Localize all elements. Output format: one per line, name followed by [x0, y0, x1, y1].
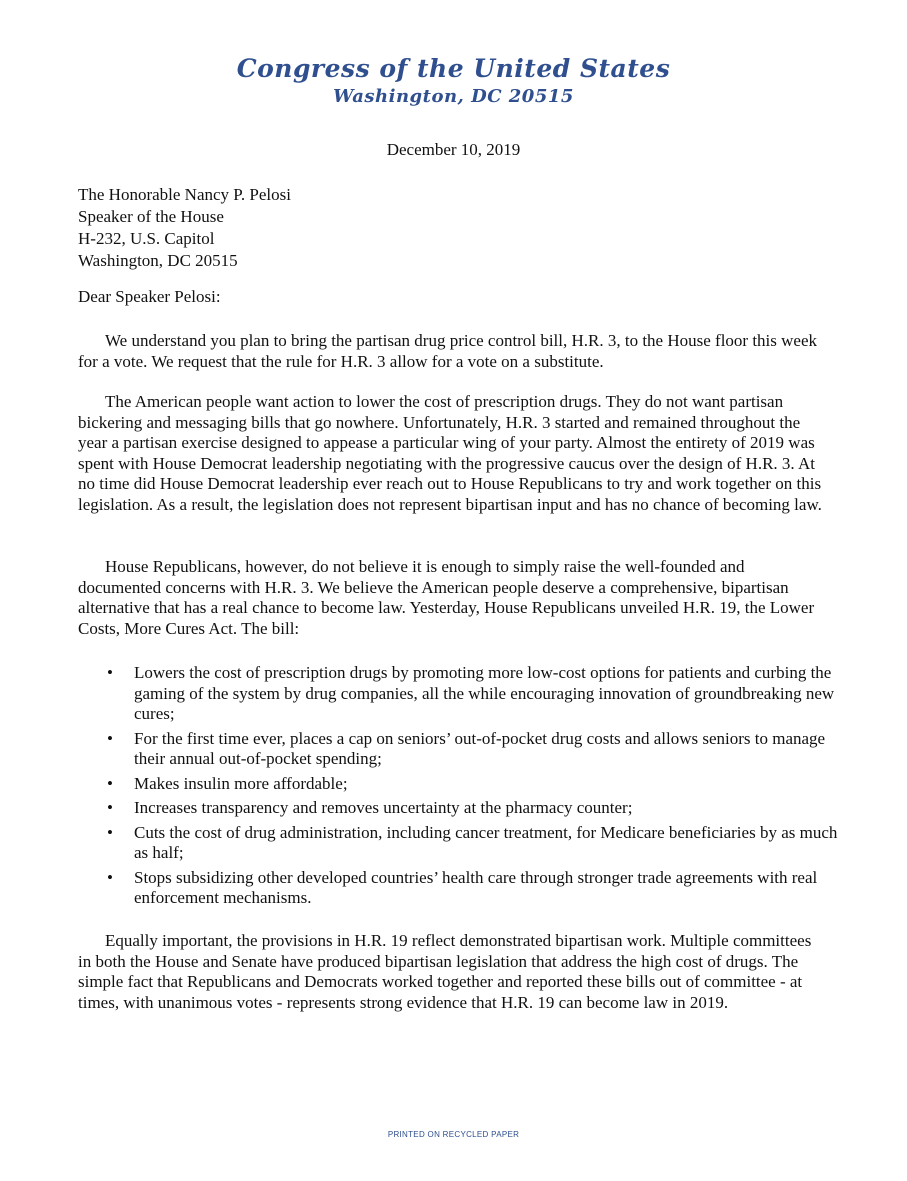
list-item [78, 798, 838, 819]
bullet-icon: • [107, 728, 113, 748]
list-item-text: Stops subsidizing other developed countries’ health care through stronger trade agreements with real enforcement mechanisms. [134, 867, 818, 907]
body-paragraph: The American people want action to lower the cost of prescription drugs. They do not want partisan bickering and messaging bills that go nowhere. Unfortunately, H.R. 3 started and remained throughout the year a partisan exercise designed to appease a particular wing of your party. Almost the entirety of 2019 was spent with House Democrat leadership negotiating with the progressive caucus over the design of H.R. 3. At no time did House Democrat leadership ever reach out to House Republicans to try and work together on this legislation. As a result, the legislation does not represent bipartisan input and has no chance of becoming law. [78, 392, 822, 514]
list-item [78, 729, 838, 770]
body-paragraph: We understand you plan to bring the partisan drug price control bill, H.R. 3, to the House floor this week for a vote. We request that the rule for H.R. 3 allow for a vote on a substitute. [78, 331, 818, 371]
list-item-text: Increases transparency and removes uncertainty at the pharmacy counter; [134, 798, 633, 817]
list-item [78, 774, 838, 795]
list-item [78, 663, 838, 725]
letterhead-subtitle: Washington, DC 20515 [333, 86, 574, 107]
bullet-icon: • [107, 773, 113, 793]
letter-date: December 10, 2019 [386, 140, 521, 159]
address-line: Speaker of the House [78, 207, 224, 226]
bullet-icon: • [107, 663, 113, 682]
list-item-text: For the first time ever, places a cap on seniors’ out-of-pocket drug costs and allows seniors to manage their annual out-of-pocket spending; [134, 728, 826, 768]
bullet-icon: • [107, 867, 113, 887]
list-item [78, 823, 838, 864]
recycled-paper-footer: PRINTED ON RECYCLED PAPER [387, 1130, 520, 1139]
address-line: H-232, U.S. Capitol [78, 229, 215, 248]
list-item-text: Lowers the cost of prescription drugs by promoting more low-cost options for patients and curbing the gaming of the system by drug companies, all the while encouraging innovation of groundbreaking new cures; [134, 663, 835, 723]
list-item-text: Makes insulin more affordable; [134, 773, 348, 793]
recipient-address [78, 184, 291, 272]
bullet-icon: • [107, 822, 113, 842]
address-line: The Honorable Nancy P. Pelosi [78, 185, 291, 204]
list-item [78, 868, 838, 909]
body-paragraph: House Republicans, however, do not believe it is enough to simply raise the well-founded and documented concerns with H.R. 3. We believe the American people deserve a comprehensive, bipartisan alternative that has a real chance to become law. Yesterday, House Republicans unveiled H.R. 19, the Lower Costs, More Cures Act. The bill: [78, 557, 815, 638]
letterhead-title: Congress of the United States [236, 54, 671, 83]
list-item-text: Cuts the cost of drug administration, including cancer treatment, for Medicare beneficiaries by as much as half; [134, 822, 838, 862]
salutation: Dear Speaker Pelosi: [78, 287, 221, 306]
body-paragraph: Equally important, the provisions in H.R. 19 reflect demonstrated bipartisan work. Multiple committees in both the House and Senate have produced bipartisan legislation that address the high cost of drugs. The simple fact that Republicans and Democrats worked together and reported these bills out of committee - at times, with unanimous votes - represents strong evidence that H.R. 19 can become law in 2019. [78, 931, 812, 1012]
bullet-icon: • [107, 798, 113, 817]
bill-provisions-list [78, 663, 838, 913]
address-line: Washington, DC 20515 [78, 251, 238, 270]
